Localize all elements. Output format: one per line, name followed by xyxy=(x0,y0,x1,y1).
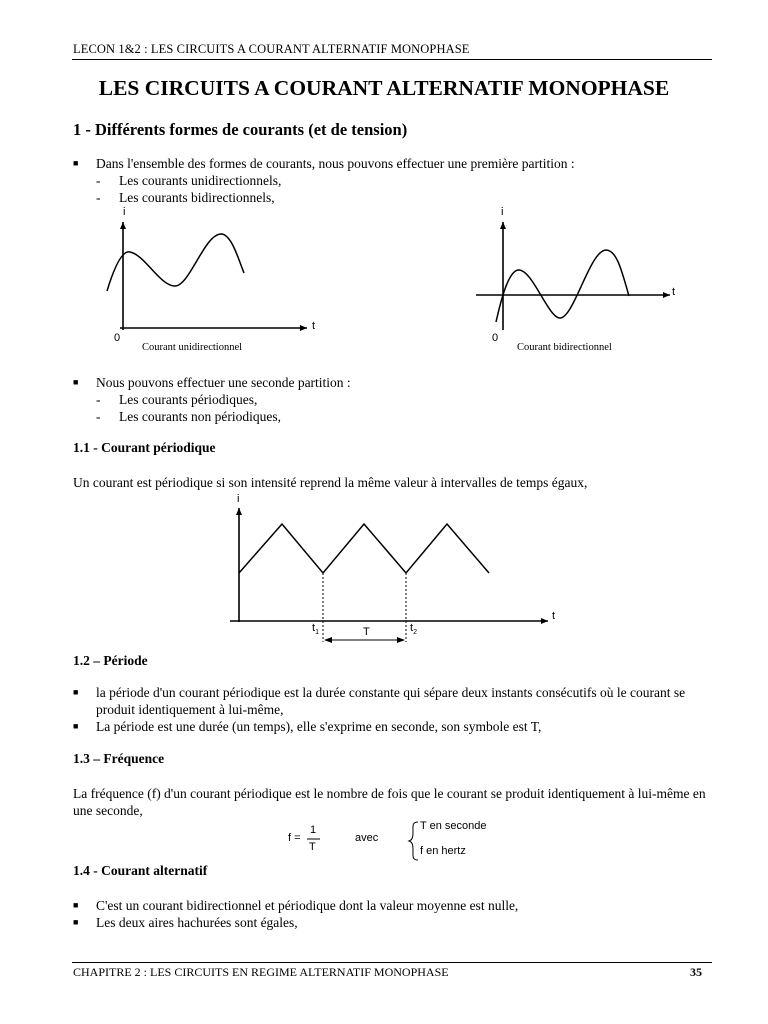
fig3-period-label: T xyxy=(363,626,370,638)
page-number: 35 xyxy=(690,965,702,979)
footer-rule xyxy=(72,962,712,963)
fig3-y-label: i xyxy=(237,493,240,505)
section-1-1-text: Un courant est périodique si son intensité reprend la même valeur à intervalles de temps égaux, xyxy=(73,475,588,490)
dash-text: Les courants unidirectionnels, xyxy=(119,173,282,188)
formula-lhs: f = xyxy=(288,832,301,844)
fig2-origin-label: 0 xyxy=(492,332,499,344)
section-1-2-heading: 1.2 – Période xyxy=(73,653,148,668)
fig2-caption: Courant bidirectionnel xyxy=(517,342,612,353)
formula-numerator: 1 xyxy=(310,824,317,836)
fig1-y-label: i xyxy=(123,206,126,218)
formula-avec: avec xyxy=(355,832,379,844)
header-rule xyxy=(72,59,712,60)
fig2-y-label: i xyxy=(501,206,504,218)
bullet-marker: ■ xyxy=(73,721,79,731)
formula-brace xyxy=(409,822,418,860)
formula-line-1: T en seconde xyxy=(420,820,487,832)
bullet-text: La période est une durée (un temps), elle s'exprime en seconde, son symbole est T, xyxy=(96,719,542,734)
bullet-marker: ■ xyxy=(73,917,79,927)
section-1-3-text: La fréquence (f) d'un courant périodique est le nombre de fois que le courant se produit identiquement à lui-même en une seconde, xyxy=(73,786,706,818)
section-1-heading: 1 - Différents formes de courants (et de tension) xyxy=(73,120,408,139)
fig1-origin-label: 0 xyxy=(114,332,121,344)
dash-text: Les courants bidirectionnels, xyxy=(119,190,275,205)
bullet-text: la période d'un courant périodique est la durée constante qui sépare deux instants consécutifs où le courant se produit identiquement à lui-même, xyxy=(96,685,686,717)
bullet-marker: ■ xyxy=(73,377,79,387)
fig1-caption: Courant unidirectionnel xyxy=(142,342,243,353)
fig2-curve xyxy=(496,250,629,322)
fig1-curve xyxy=(107,234,244,291)
fig3-x-label: t xyxy=(552,610,556,622)
formula-line-2: f en hertz xyxy=(420,845,466,857)
page-title: LES CIRCUITS A COURANT ALTERNATIF MONOPHASE xyxy=(98,76,670,100)
dash-text: Les courants périodiques, xyxy=(119,392,258,407)
fig3-t2-label: $t_2$ xyxy=(410,622,417,637)
dash-text: Les courants non périodiques, xyxy=(119,409,281,424)
running-header: LECON 1&2 : LES CIRCUITS A COURANT ALTERNATIF MONOPHASE xyxy=(73,42,470,56)
bullet-text: Les deux aires hachurées sont égales, xyxy=(96,915,298,930)
fig3-t1-label: $t_1$ xyxy=(312,622,319,637)
bullet-text: Nous pouvons effectuer une seconde partition : xyxy=(96,375,351,390)
bullet-marker: ■ xyxy=(73,158,79,168)
fig3-triangle-wave xyxy=(239,524,489,573)
bullet-marker: ■ xyxy=(73,687,79,697)
bullet-text: Dans l'ensemble des formes de courants, nous pouvons effectuer une première partition : xyxy=(96,156,575,171)
bullet-text: C'est un courant bidirectionnel et périodique dont la valeur moyenne est nulle, xyxy=(96,898,519,913)
section-1-4-heading: 1.4 - Courant alternatif xyxy=(73,863,208,878)
formula-denominator: T xyxy=(309,841,316,853)
section-1-3-heading: 1.3 – Fréquence xyxy=(73,751,165,766)
document-page: LECON 1&2 : LES CIRCUITS A COURANT ALTERNATIF MONOPHASE LES CIRCUITS A COURANT ALTERNATIF MONOPHASE 1 - Différents formes de courants (et de tension) ■ Dans l'ensemble des formes de courants, nous pouvons effectuer une première partition : - Les courants unidirectionnels, - Les courants bidirectionnels, i t 0 Courant unidirectionnel i t 0 Courant bidirectionnel ■ Nous pouvons effectuer une seconde partition : - Les courants périodiques, - Les courants non périodiques, 1.1 - Courant périodique Un courant est périodique si son intensité reprend la même valeur à intervalles de temps égaux, i t $t_1$ $t_2$ T 1.2 – Période ■ la période d'un courant périodique est la durée constante qui sépare deux instants consécutifs où le courant se produit identiquement à lui-même, ■ La période est une durée (un temps), elle s'exprime en seconde, son symbole est T, 1.3 – Fréquence La fréquence (f) d'un courant périodique est le nombre de fois que le courant se produit identiquement à lui-même en une seconde, f = 1 T avec T en seconde f en hertz 1.4 - Courant alternatif ■ C'est un courant bidirectionnel et périodique dont la valeur moyenne est nulle, ■ Les deux aires hachurées sont égales, CHAPITRE 2 : LES CIRCUITS EN REGIME ALTERNATIF MONOPHASE 35 xyxy=(0,0,768,1024)
section-1-1-heading: 1.1 - Courant périodique xyxy=(73,440,216,455)
fig1-x-label: t xyxy=(312,320,316,332)
fig2-x-label: t xyxy=(672,286,676,298)
running-footer: CHAPITRE 2 : LES CIRCUITS EN REGIME ALTERNATIF MONOPHASE xyxy=(73,965,449,979)
bullet-marker: ■ xyxy=(73,900,79,910)
